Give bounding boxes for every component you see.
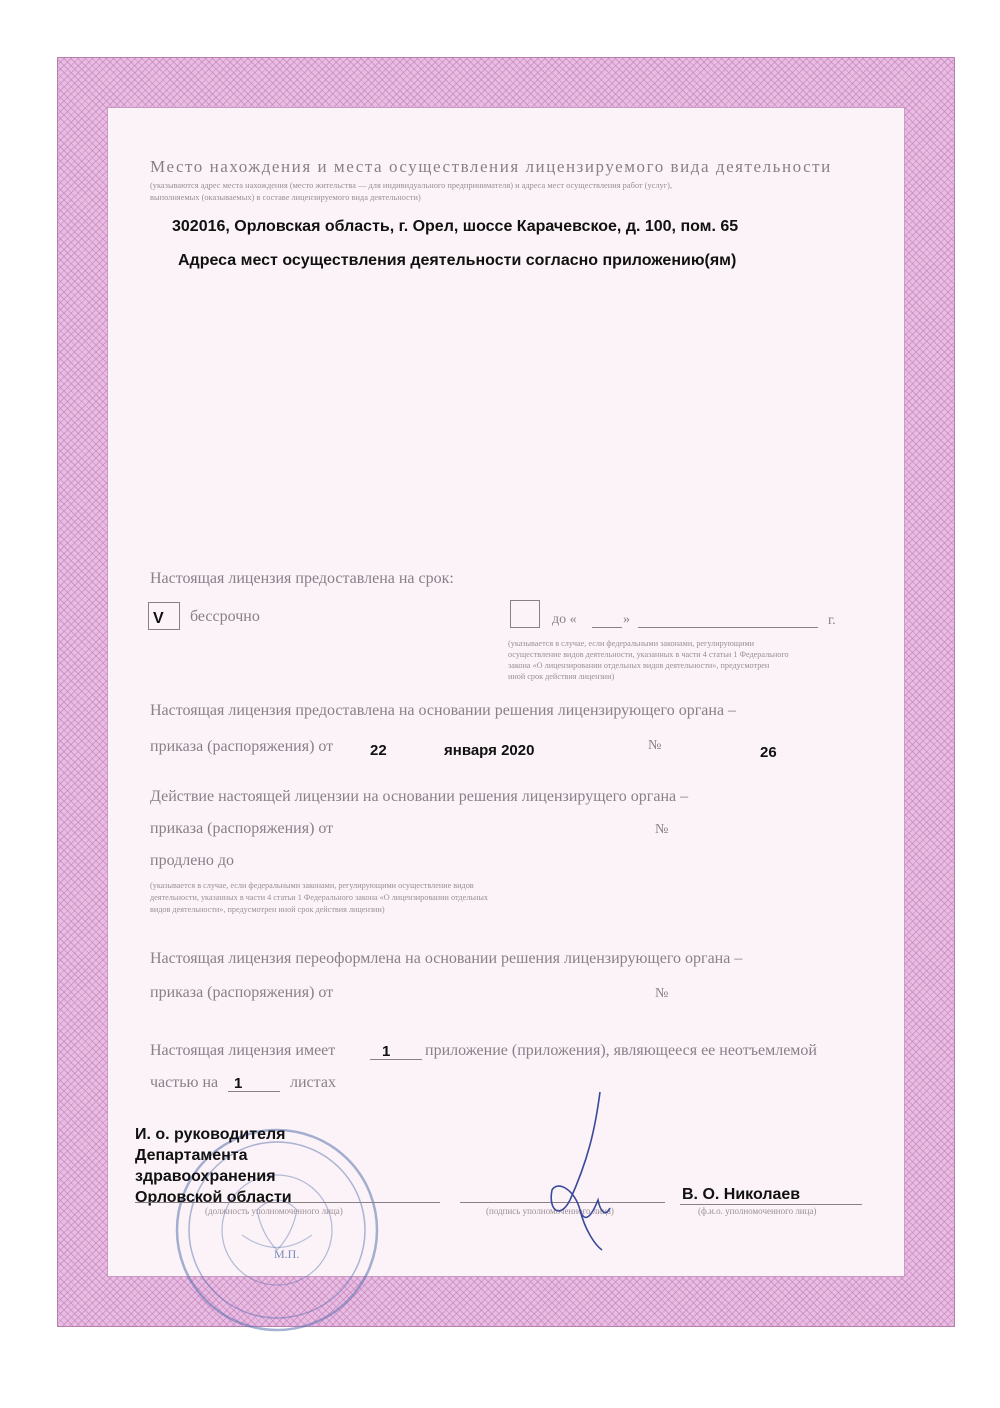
until-label: до « [552,612,577,627]
indefinite-label: бессрочно [190,608,260,625]
extension-note-2: деятельности, указанных в части 4 статьи 1 Федерального закона «О лицензировании отдельных [150,893,489,902]
basis-line-2: приказа (распоряжения) от [150,738,334,755]
basis-line-1: Настоящая лицензия предоставлена на основании решения лицензирующего органа – [150,702,737,719]
attachments-count: 1 [382,1043,391,1060]
reissue-number-sign: № [655,986,669,1001]
term-note-2: осуществление видов деятельности, указанных в части 4 статьи 1 Федерального [508,650,789,659]
basis-day: 22 [370,742,387,759]
extension-line-2: приказа (распоряжения) от [150,820,334,837]
basis-number: 26 [760,744,777,761]
address-note: Адреса мест осуществления деятельности согласно приложению(ям) [178,252,737,269]
address-value: 302016, Орловская область, г. Орел, шоссе Карачевское, д. 100, пом. 65 [172,218,739,235]
extension-line-1: Действие настоящей лицензии на основании решения лицензирущего органа – [150,788,689,805]
position-line-1: И. о. руководителя [135,1126,286,1143]
attachments-part-2: приложение (приложения), являющееся ее неотъемлемой [425,1042,817,1059]
until-quote-close: » [623,612,630,627]
position-line [135,1202,440,1203]
attachments-count-line [370,1059,422,1060]
extension-note-1: (указывается в случае, если федеральными законами, регулирующими осуществление видов [150,881,474,890]
term-label: Настоящая лицензия предоставлена на срок: [150,570,454,587]
attachments-sheets: 1 [234,1075,243,1092]
attachments-part-3: частью на [150,1074,219,1091]
signatory-name: В. О. Николаев [682,1186,801,1203]
check-mark: V [153,610,164,627]
attachments-part-1: Настоящая лицензия имеет [150,1042,336,1059]
until-year-suffix: г. [828,613,836,628]
signature-caption: (подпись уполномоченного лица) [486,1206,614,1216]
handwritten-signature [540,1090,630,1260]
name-caption: (ф.и.о. уполномоченного лица) [698,1206,817,1216]
document-body [108,108,904,1276]
location-title: Место нахождения и места осуществления лицензируемого вида деятельности [150,157,832,176]
until-checkbox[interactable] [510,600,540,628]
until-month-line [638,627,818,628]
term-note-1: (указывается в случае, если федеральными законами, регулирующими [508,639,755,648]
position-line-3: здравоохранения [135,1168,276,1185]
name-line [680,1204,862,1205]
signatory-position [135,1124,292,1208]
reissue-line-2: приказа (распоряжения) от [150,984,334,1001]
attachments-part-4: листах [290,1074,336,1091]
position-line-2: Департамента [135,1147,248,1164]
stamp-label: М.П. [274,1247,300,1261]
until-day-line [592,627,622,628]
extension-number-sign: № [655,822,669,837]
extended-until-label: продлено до [150,852,235,869]
extension-note-3: видов деятельности», предусмотрен иной срок действия лицензии) [150,905,385,914]
position-caption: (должность уполномоченного лица) [205,1206,343,1216]
term-note-4: иной срок действия лицензии) [508,672,615,681]
location-note-1: (указываются адрес места нахождения (место жительства — для индивидуального предпринимателя) и адреса мест осуществления работ (услуг), [150,181,673,190]
position-line-4: Орловской области [135,1189,292,1206]
term-note-3: закона «О лицензировании отдельных видов деятельности», предусмотрен [508,661,770,670]
reissue-line-1: Настоящая лицензия переоформлена на основании решения лицензирующего органа – [150,950,743,967]
basis-number-sign: № [648,738,662,753]
indefinite-checkbox[interactable] [148,602,180,630]
basis-month-year: января 2020 [444,742,535,759]
location-note-2: выполняемых (оказываемых) в составе лицензируемого вида деятельности) [150,193,421,202]
